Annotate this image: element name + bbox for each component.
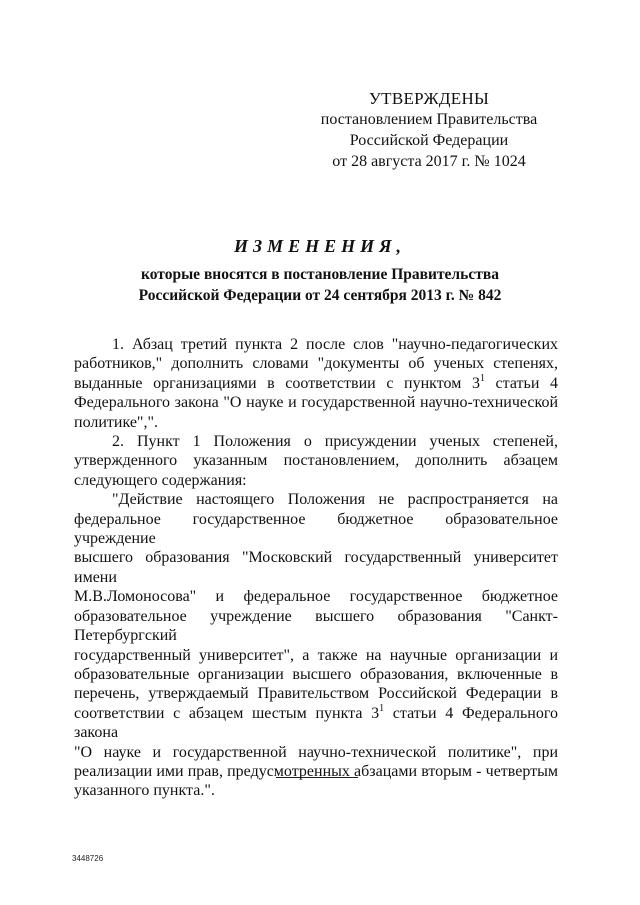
paragraph-3-line: реализации ими прав, предусмотренных абзацами вторым - четвертым [74,762,558,780]
paragraph-3-text: соответствии с абзацем шестым пункта 3 [74,704,380,722]
paragraph-3-line: образовательные организации высшего образования, включенные в [74,665,558,683]
paragraph-2-line: 2. Пункт 1 Положения о присуждении ученых степеней, [112,433,558,451]
approval-heading: УТВЕРЖДЕНЫ [368,89,490,108]
paragraph-3-line: высшего образования "Московский государственный университет имени [74,549,558,586]
paragraph-3-text: статьи 4 Федерального закона [74,704,558,742]
approval-line-3: от 28 августа 2017 г. № 1024 [332,153,526,170]
approval-block [300,88,558,172]
superscript: 1 [479,372,485,384]
paragraph-1-text: выданные организациями в соответствии с пунктом 3 [74,374,480,392]
paragraph-1-line: политике",". [74,413,158,431]
paragraph-2 [74,432,558,490]
paragraph-3-line: "Действие настоящего Положения не распространяется на [112,491,558,509]
paragraph-3-line: федеральное государственное бюджетное образовательное учреждение [74,510,558,548]
subtitle-line-2: Российской Федерации от 24 сентября 2013 г. № 842 [138,287,502,304]
paragraph-1-line: работников," дополнить словами "документы об ученых степенях, [74,355,558,373]
approval-line-2: Российской Федерации [349,132,509,149]
paragraph-3-line: "О науке и государственной научно-технической политике", при [74,743,558,761]
paragraph-1 [74,335,558,432]
paragraph-3-line: перечень, утверждаемый Правительством Российской Федерации в [74,685,558,703]
paragraph-1-text: статьи 4 [484,374,558,392]
paragraph-1-line [74,374,558,393]
paragraph-3-line: образовательное учреждение высшего образования "Санкт-Петербургский [74,607,558,645]
paragraph-3-line: государственный университет", а также на научные организации и [74,646,558,664]
subtitle-line-1: которые вносятся в постановление Правительства [141,266,499,283]
separator-line [276,777,358,778]
paragraph-1-line: Федерального закона "О науке и государственной научно-технической [74,394,558,412]
paragraph-3-line: М.В.Ломоносова" и федеральное государственное бюджетное [74,588,558,606]
paragraph-3 [74,490,558,801]
paragraph-2-line: следующего содержания: [74,471,247,489]
document-subtitle [0,264,640,306]
paragraph-3-line [74,704,558,743]
paragraph-2-line: утвержденного указанным постановлением, дополнить абзацем [74,452,558,470]
approval-line-1: постановлением Правительства [320,111,538,128]
document-title: ИЗМЕНЕНИЯ, [233,236,407,256]
paragraph-1-line: 1. Абзац третий пункта 2 после слов "научно-педагогических [112,336,558,353]
paragraph-3-line: указанного пункта.". [74,782,215,800]
document-body [74,335,558,801]
superscript: 1 [379,702,385,714]
document-code: 3448726 [72,854,104,863]
